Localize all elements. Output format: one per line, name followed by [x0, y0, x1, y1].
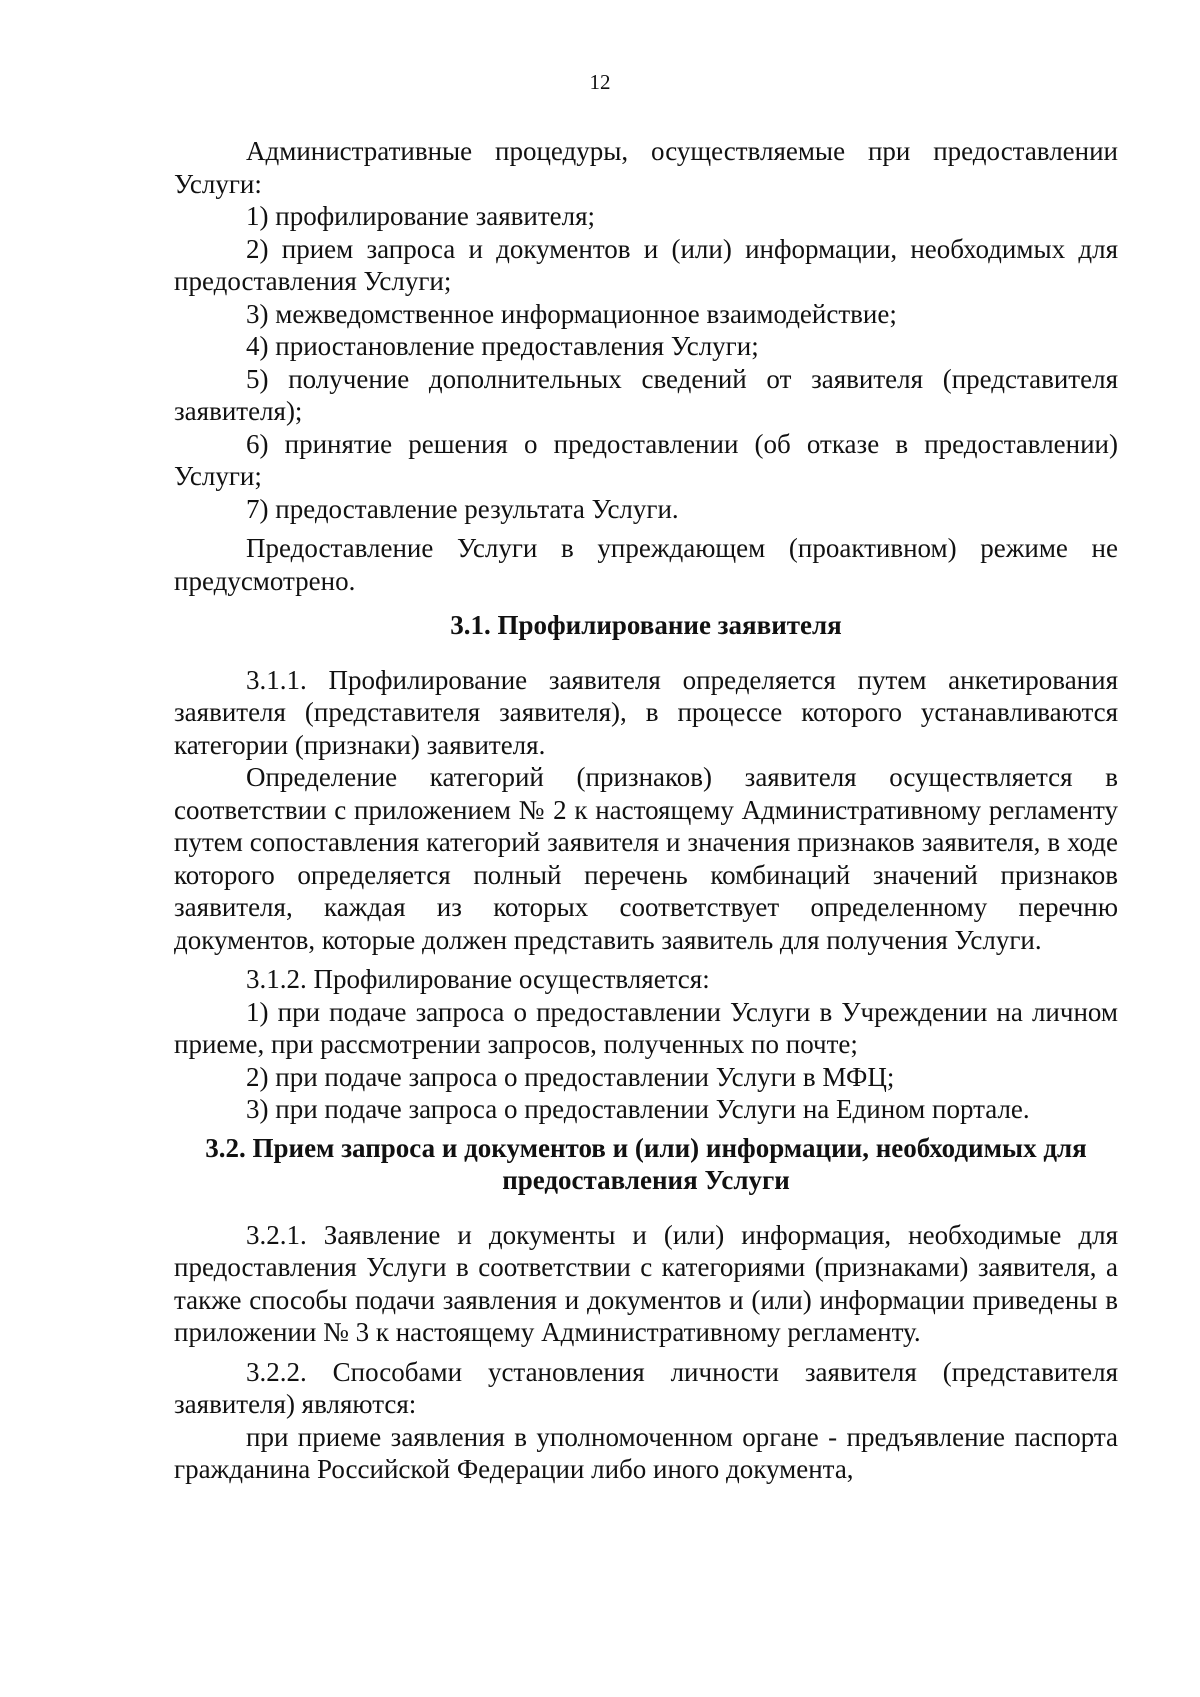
proactive-note: Предоставление Услуги в упреждающем (проактивном) режиме не предусмотрено. [174, 533, 1118, 596]
section-heading-3-1: 3.1. Профилирование заявителя [450, 610, 842, 640]
page-number: 12 [589, 70, 611, 94]
procedures-lead: Административные процедуры, осуществляемые при предоставлении Услуги: [174, 136, 1118, 199]
section-heading-3-2: 3.2. Прием запроса и документов и (или) информации, необходимых для предоставления Услуги [205, 1132, 1087, 1195]
paragraph-3-2-2: 3.2.2. Способами установления личности заявителя (представителя заявителя) являются: [174, 1356, 1118, 1419]
profiling-item: 1) при подаче запроса о предоставлении Услуги в Учреждении на личном приеме, при рассмотрении запросов, полученных по почте; [174, 996, 1118, 1059]
profiling-item: 3) при подаче запроса о предоставлении Услуги на Едином портале. [246, 1094, 1030, 1124]
paragraph-categories: Определение категорий (признаков) заявителя осуществляется в соответствии с приложением № 2 к настоящему Административному регламенту путем сопоставления категорий заявителя и значения признаков заявителя, в ходе которого определяется полный перечень комбинаций значений признаков заявителя, каждая из которых соответствует определенному перечню документов, которые должен представить заявитель для получения Услуги. [174, 762, 1118, 955]
paragraph-3-2-1: 3.2.1. Заявление и документы и (или) информация, необходимые для предоставления Услуги в соответствии с категориями (признаками) заявителя, а также способы подачи заявления и документов и (или) информации приведены в приложении № 3 к настоящему Административному регламенту. [174, 1219, 1118, 1347]
procedure-item: 4) приостановление предоставления Услуги; [246, 331, 759, 361]
document-body [174, 135, 1118, 1486]
procedure-item: 2) прием запроса и документов и (или) информации, необходимых для предоставления Услуги; [174, 233, 1118, 296]
procedure-item: 3) межведомственное информационное взаимодействие; [246, 298, 897, 329]
paragraph-3-1-1: 3.1.1. Профилирование заявителя определяется путем анкетирования заявителя (представителя заявителя), в процессе которого устанавливаются категории (признаки) заявителя. [174, 664, 1118, 760]
procedure-item: 5) получение дополнительных сведений от заявителя (представителя заявителя); [174, 363, 1118, 426]
procedure-item: 7) предоставление результата Услуги. [246, 493, 679, 524]
procedure-item: 1) профилирование заявителя; [246, 201, 596, 231]
profiling-item: 2) при подаче запроса о предоставлении Услуги в МФЦ; [246, 1061, 895, 1092]
paragraph-3-1-2: 3.1.2. Профилирование осуществляется: [246, 964, 710, 994]
paragraph-reception: при приеме заявления в уполномоченном органе - предъявление паспорта гражданина Российской Федерации либо иного документа, [174, 1421, 1118, 1484]
procedure-item: 6) принятие решения о предоставлении (об отказе в предоставлении) Услуги; [174, 428, 1118, 491]
